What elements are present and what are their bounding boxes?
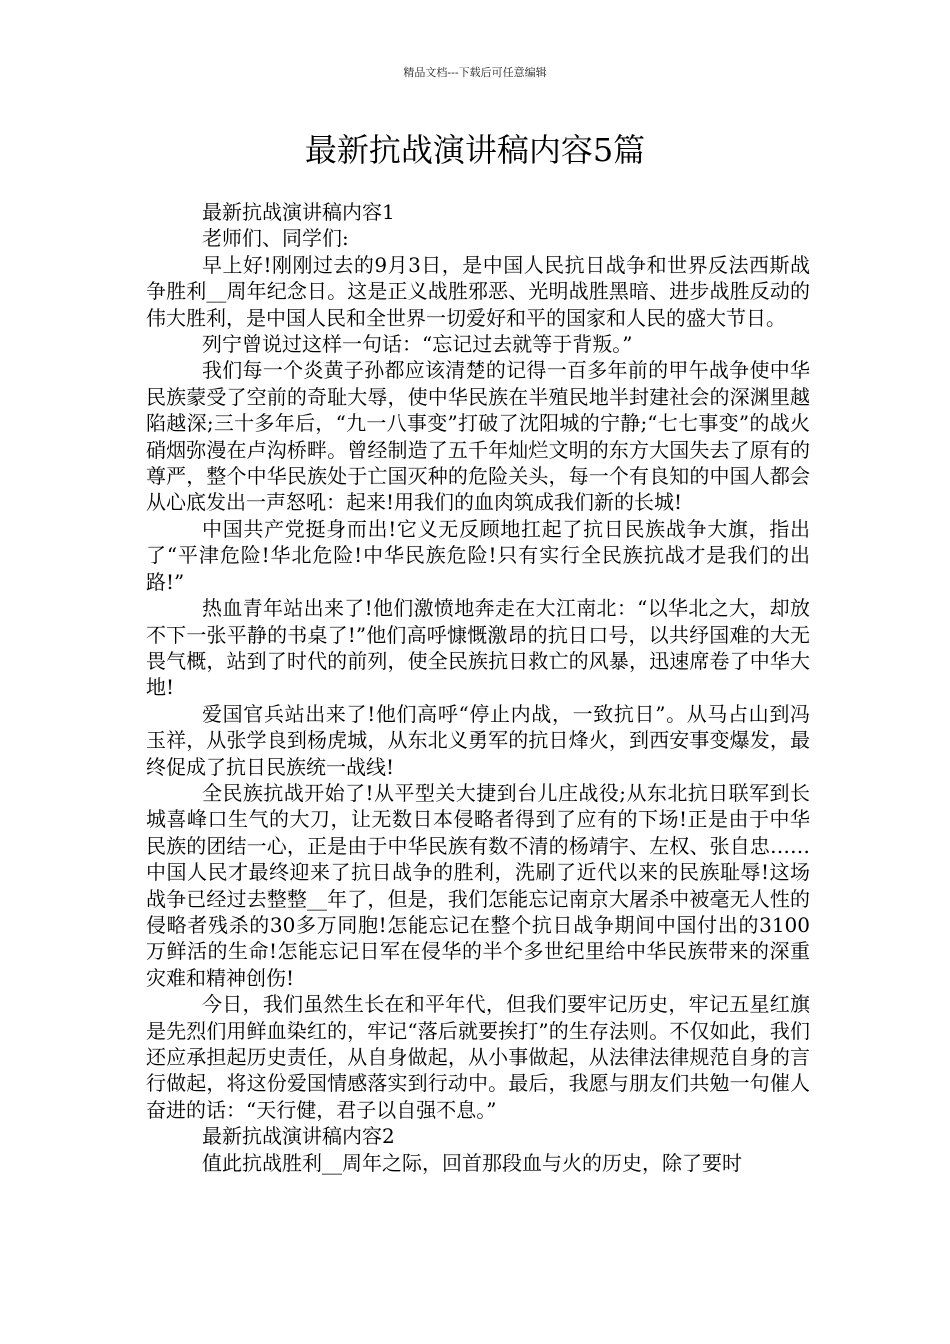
paragraph: 值此抗战胜利__周年之际，回首那段血与火的历史，除了要时 [202, 1150, 742, 1175]
document-body [146, 199, 810, 1176]
header-note: 精品文档---下载后可任意编辑 [403, 66, 547, 79]
document-title: 最新抗战演讲稿内容5篇 [304, 131, 646, 169]
paragraph: 今日，我们虽然生长在和平年代，但我们要牢记历史，牢记五星红旗是先烈们用鲜血染红的，牢记“落后就要挨打”的生存法则。不仅如此，我们还应承担起历史责任，从自身做起，从小事做起，从法律法律规范自身的言行做起，将这份爱国情感落实到行动中。最后，我愿与朋友们共勉一句催人奋进的话：“天行健，君子以自强不息。” [146, 992, 810, 1122]
greeting: 老师们、同学们: [202, 226, 349, 251]
paragraph: 中国共产党挺身而出!它义无反顾地扛起了抗日民族战争大旗，指出了“平津危险!华北危险!中华民族危险!只有实行全民族抗战才是我们的出路!” [146, 516, 810, 594]
paragraph: 我们每一个炎黄子孙都应该清楚的记得一百多年前的甲午战争使中华民族蒙受了空前的奇耻大辱，使中华民族在半殖民地半封建社会的深渊里越陷越深;三十多年后，“九一八事变”打破了沈阳城的宁静;“七七事变”的战火硝烟弥漫在卢沟桥畔。曾经制造了五千年灿烂文明的东方大国失去了原有的尊严，整个中华民族处于亡国灭种的危险关头，每一个有良知的中国人都会从心底发出一声怒吼：起来!用我们的血肉筑成我们新的长城! [146, 358, 810, 515]
paragraph: 早上好!刚刚过去的9月3日，是中国人民抗日战争和世界反法西斯战争胜利__周年纪念日。这是正义战胜邪恶、光明战胜黑暗、进步战胜反动的伟大胜利，是中国人民和全世界一切爱好和平的国家和人民的盛大节日。 [146, 252, 810, 330]
speech-heading-1: 最新抗战演讲稿内容1 [202, 200, 395, 224]
paragraph: 爱国官兵站出来了!他们高呼“停止内战，一致抗日”。从马占山到冯玉祥，从张学良到杨虎城，从东北义勇军的抗日烽火，到西安事变爆发，最终促成了抗日民族统一战线! [146, 701, 810, 779]
paragraph: 列宁曾说过这样一句话：“忘记过去就等于背叛。” [202, 332, 633, 357]
speech-heading-2: 最新抗战演讲稿内容2 [202, 1124, 395, 1149]
paragraph: 热血青年站出来了!他们激愤地奔走在大江南北：“以华北之大，却放不下一张平静的书桌了!”他们高呼慷慨激昂的抗日口号，以共纾国难的大无畏气概，站到了时代的前列，使全民族抗日救亡的风暴，迅速席卷了中华大地! [146, 596, 810, 700]
paragraph: 全民族抗战开始了!从平型关大捷到台儿庄战役;从东北抗日联军到长城喜峰口生气的大刀，让无数日本侵略者得到了应有的下场!正是由于中华民族的团结一心，正是由于中华民族有数不清的杨靖宇、左权、张自忠……中国人民才最终迎来了抗日战争的胜利，洗刷了近代以来的民族耻辱!这场战争已经过去整整__年了，但是，我们怎能忘记南京大屠杀中被毫无人性的侵略者残杀的30多万同胞!怎能忘记在整个抗日战争期间中国付出的3100万鲜活的生命!怎能忘记日军在侵华的半个多世纪里给中华民族带来的深重灾难和精神创伤! [146, 780, 810, 990]
